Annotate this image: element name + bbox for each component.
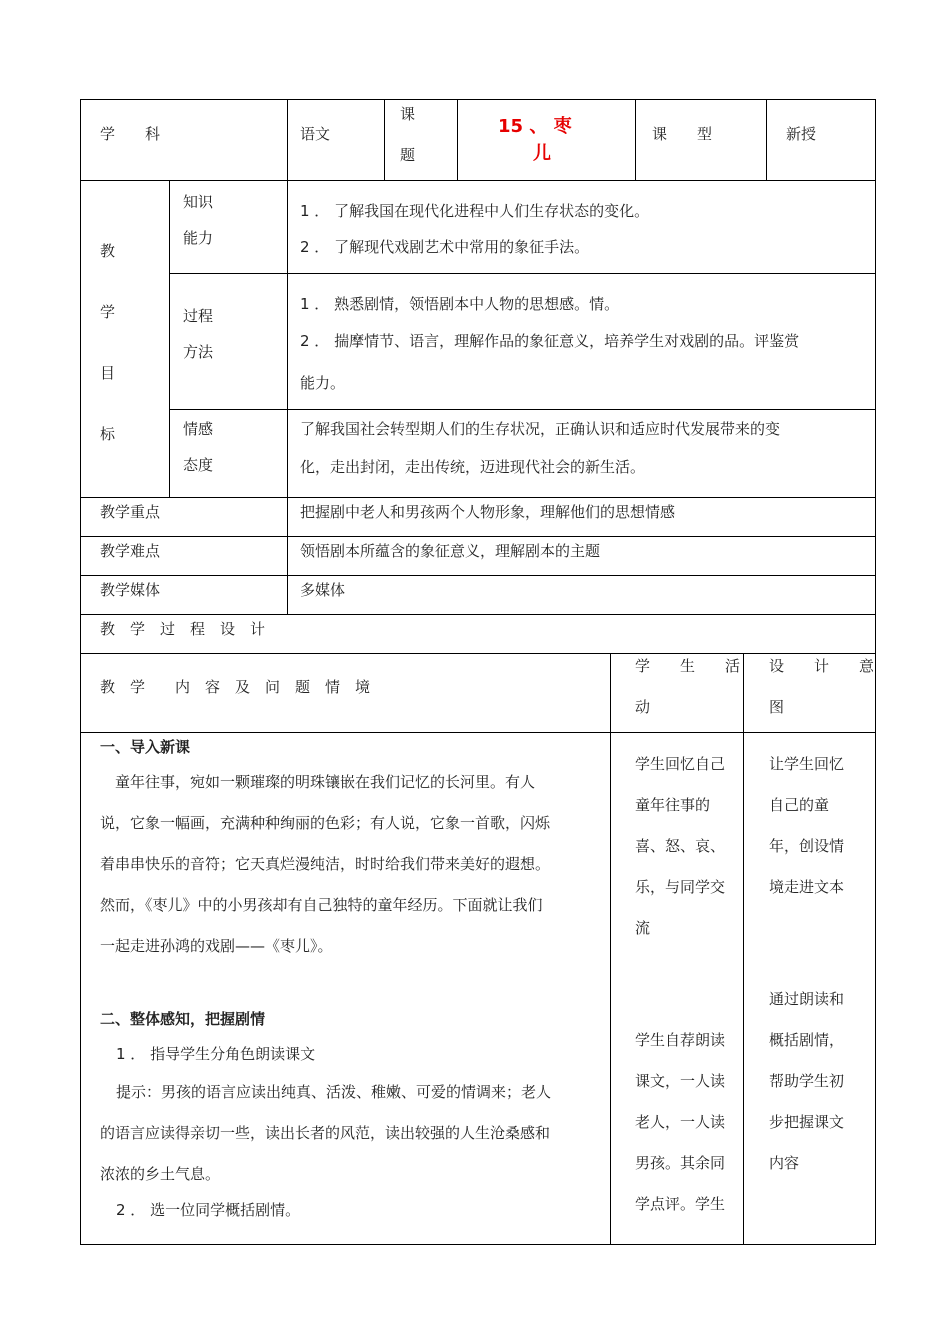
section1-line-4: 然而，《枣儿》中的小男孩却有自己独特的童年经历。下面就让我们 <box>100 896 543 914</box>
column-header-student-2: 动 <box>635 698 651 716</box>
difficulty-value: 领悟剧本所蕴含的象征意义，理解剧本的主题 <box>300 542 601 560</box>
knowledge-label-1: 知识 <box>183 193 214 211</box>
section2-intent-2: 概括剧情， <box>769 1031 845 1049</box>
process-label-2: 方法 <box>183 343 214 361</box>
process-label-1: 过程 <box>183 307 214 325</box>
column-header-student-1: 学 生 活 <box>635 657 741 675</box>
section1-student-4: 乐，与同学交 <box>635 878 726 896</box>
section1-line-3: 着串串快乐的音符；它天真烂漫纯洁，时时给我们带来美好的遐想。 <box>100 855 551 873</box>
section2-item-1: 1 ． 指导学生分角色朗读课文 <box>116 1045 316 1063</box>
type-value: 新授 <box>786 125 817 143</box>
section2-tip-line-2: 的语言应读得亲切一些，读出长者的风范，读出较强的人生沧桑感和 <box>100 1124 551 1142</box>
knowledge-label-2: 能力 <box>183 229 214 247</box>
process-line-1: 1 ． 熟悉剧情，领悟剧本中人物的思想感。情。 <box>300 295 620 313</box>
knowledge-line-2: 2 ． 了解现代戏剧艺术中常用的象征手法。 <box>300 238 590 256</box>
type-label: 课 型 <box>652 125 713 143</box>
section1-intent-3: 年，创设情 <box>769 837 845 855</box>
section1-student-1: 学生回忆自己 <box>635 755 726 773</box>
section1-student-5: 流 <box>635 919 651 937</box>
section1-student-3: 喜、怒、哀、 <box>635 837 726 855</box>
section2-intent-4: 步把握课文 <box>769 1113 845 1131</box>
media-value: 多媒体 <box>300 581 346 599</box>
section2-student-3: 老人，一人读 <box>635 1113 726 1131</box>
topic-value-line1: 15 、 枣 <box>498 116 572 137</box>
section2-tip-line-3: 浓浓的乡土气息。 <box>100 1165 221 1183</box>
topic-label-top: 课 <box>400 105 416 123</box>
column-header-intent-2: 图 <box>769 698 785 716</box>
objectives-side-label-4: 标 <box>100 425 116 443</box>
section1-line-5: 一起走进孙鸿的戏剧——《枣儿》。 <box>100 937 333 955</box>
knowledge-line-1: 1 ． 了解我国在现代化进程中人们生存状态的变化。 <box>300 202 650 220</box>
section2-intent-5: 内容 <box>769 1154 800 1172</box>
section2-tip-line-1: 提示：男孩的语言应读出纯真、活泼、稚嫩、可爱的情调来；老人 <box>116 1083 552 1101</box>
emotion-line-2: 化，走出封闭，走出传统，迈进现代社会的新生活。 <box>300 458 646 476</box>
key-point-label: 教学重点 <box>100 503 161 521</box>
topic-value-line2: 儿 <box>533 143 551 164</box>
key-point-value: 把握剧中老人和男孩两个人物形象，理解他们的思想情感 <box>300 503 676 521</box>
section2-item-2: 2 ． 选一位同学概括剧情。 <box>116 1201 301 1219</box>
media-label: 教学媒体 <box>100 581 161 599</box>
section1-line-2: 说，它象一幅画，充满种种绚丽的色彩；有人说，它象一首歌，闪烁 <box>100 814 551 832</box>
process-design-title: 教 学 过 程 设 计 <box>100 620 266 638</box>
emotion-label-1: 情感 <box>183 420 214 438</box>
process-line-2: 2 ． 揣摩情节、语言，理解作品的象征意义，培养学生对戏剧的品。评鉴赏 <box>300 332 800 350</box>
objectives-side-label-3: 目 <box>100 364 116 382</box>
objectives-side-label-1: 教 <box>100 242 116 260</box>
section2-student-5: 学点评。学生 <box>635 1195 726 1213</box>
emotion-label-2: 态度 <box>183 456 214 474</box>
column-header-intent-1: 设 计 意 <box>769 657 875 675</box>
subject-value: 语文 <box>300 125 331 143</box>
objectives-side-label-2: 学 <box>100 303 116 321</box>
process-line-3: 能力。 <box>300 374 346 392</box>
section1-line-1: 童年往事，宛如一颗璀璨的明珠镶嵌在我们记忆的长河里。有人 <box>100 773 536 791</box>
section1-intent-1: 让学生回忆 <box>769 755 845 773</box>
emotion-line-1: 了解我国社会转型期人们的生存状况，正确认识和适应时代发展带来的变 <box>300 420 781 438</box>
section1-heading: 一、导入新课 <box>100 738 191 756</box>
section2-heading: 二、整体感知，把握剧情 <box>100 1010 266 1028</box>
section2-intent-1: 通过朗读和 <box>769 990 845 1008</box>
column-header-content: 教 学 内 容 及 问 题 情 境 <box>100 678 371 696</box>
section2-intent-3: 帮助学生初 <box>769 1072 845 1090</box>
section1-intent-4: 境走进文本 <box>769 878 845 896</box>
section1-student-2: 童年往事的 <box>635 796 711 814</box>
difficulty-label: 教学难点 <box>100 542 161 560</box>
section1-intent-2: 自己的童 <box>769 796 830 814</box>
section2-student-2: 课文，一人读 <box>635 1072 726 1090</box>
section2-student-1: 学生自荐朗读 <box>635 1031 726 1049</box>
topic-label-bottom: 题 <box>400 146 416 164</box>
subject-label: 学 科 <box>100 125 161 143</box>
section2-student-4: 男孩。其余同 <box>635 1154 726 1172</box>
